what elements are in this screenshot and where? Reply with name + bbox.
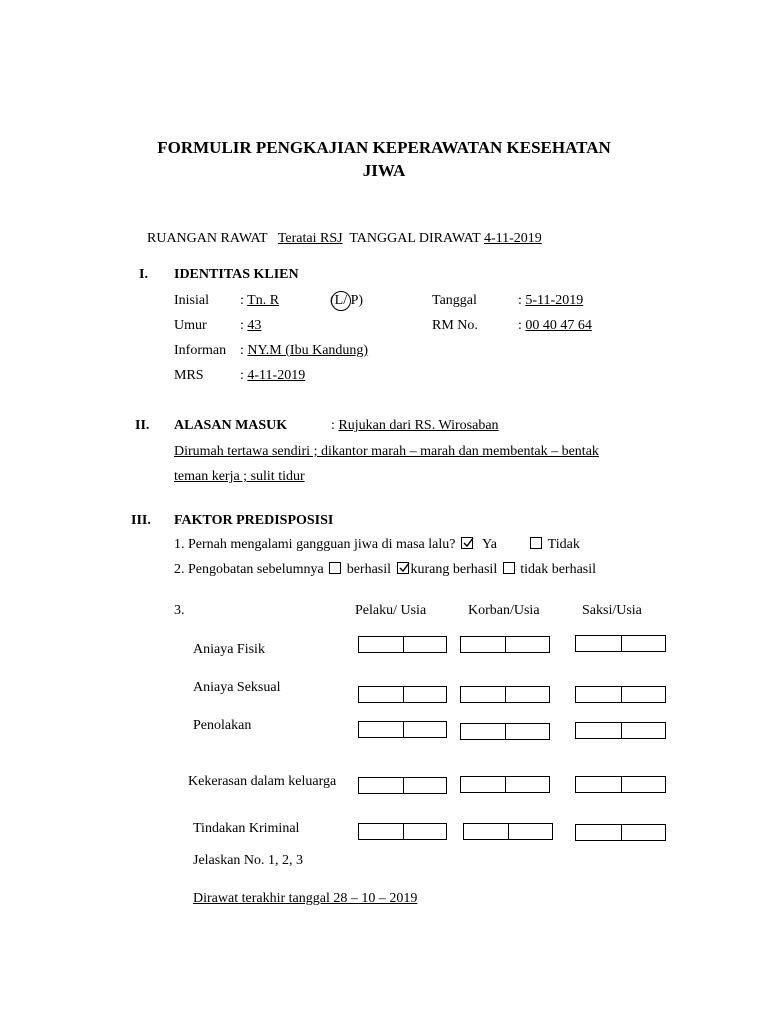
mrs-label: MRS <box>174 368 204 383</box>
ruangan-line <box>147 230 542 248</box>
section1-number: I. <box>139 267 148 282</box>
row-label-tindakan-kriminal: Tindakan Kriminal <box>193 821 300 836</box>
umur-value-wrap <box>240 317 261 335</box>
mrs-value: 4-11-2019 <box>247 368 306 383</box>
informan-label: Informan <box>174 343 227 358</box>
colon: : <box>240 318 244 333</box>
q1-ya-label: Ya <box>481 537 497 552</box>
korban-usia-field[interactable] <box>460 723 550 740</box>
gender-open: ( <box>330 293 335 308</box>
inisial-label: Inisial <box>174 293 209 308</box>
tanggal-value: 5-11-2019 <box>525 293 584 308</box>
row-label-aniaya-seksual: Aniaya Seksual <box>193 680 281 695</box>
korban-usia-field[interactable] <box>463 823 553 840</box>
section2-heading: ALASAN MASUK <box>174 418 288 433</box>
umur-label: Umur <box>174 318 207 333</box>
colon: : <box>331 418 335 433</box>
row-label-aniaya-fisik: Aniaya Fisik <box>193 642 265 657</box>
saksi-usia-field[interactable] <box>575 686 666 703</box>
korban-usia-field[interactable] <box>460 636 550 653</box>
q1-ya-checkbox[interactable] <box>461 537 473 549</box>
mrs-value-wrap <box>240 367 305 385</box>
colon: : <box>240 343 244 358</box>
pelaku-usia-field[interactable] <box>358 777 447 794</box>
q2-berhasil-label: berhasil <box>346 562 392 577</box>
colon: : <box>518 318 522 333</box>
korban-usia-field[interactable] <box>460 776 550 793</box>
section3-number: III. <box>131 513 151 528</box>
gender-selected-circle <box>331 291 351 311</box>
ruangan-value: Teratai RSJ <box>277 231 343 246</box>
q1-line <box>174 536 580 554</box>
informan-value-wrap <box>240 342 368 360</box>
q2-berhasil-checkbox[interactable] <box>329 562 341 574</box>
q2-tidak-label: tidak berhasil <box>520 562 597 577</box>
pelaku-usia-field[interactable] <box>358 823 447 840</box>
q2-text: 2. Pengobatan sebelumnya <box>174 562 324 577</box>
row-label-kekerasan-keluarga: Kekerasan dalam keluarga <box>188 774 337 789</box>
alasan-value: Rujukan dari RS. Wirosaban <box>338 418 499 433</box>
tanggal-value-wrap <box>518 292 583 310</box>
umur-value: 43 <box>247 318 262 333</box>
colon: : <box>240 368 244 383</box>
q1-text: 1. Pernah mengalami gangguan jiwa di masa lalu? <box>174 537 456 552</box>
pelaku-usia-field[interactable] <box>358 721 447 738</box>
dirawat-terakhir: Dirawat terakhir tanggal 28 – 10 – 2019 <box>193 891 418 906</box>
tanggal-dirawat-value: 4-11-2019 <box>483 231 542 246</box>
q3-number: 3. <box>174 603 185 618</box>
rm-value: 00 40 47 64 <box>525 318 592 333</box>
q1-tidak-label: Tidak <box>547 537 580 552</box>
form-title-line1: FORMULIR PENGKAJIAN KEPERAWATAN KESEHATAN <box>157 138 611 157</box>
alasan-value-wrap <box>331 417 499 435</box>
pelaku-usia-field[interactable] <box>358 636 447 653</box>
col-saksi: Saksi/Usia <box>582 603 642 618</box>
saksi-usia-field[interactable] <box>575 635 666 652</box>
section3-heading: FAKTOR PREDISPOSISI <box>174 513 334 528</box>
col-korban: Korban/Usia <box>468 603 540 618</box>
inisial-value: Tn. R <box>247 293 280 308</box>
ruangan-label: RUANGAN RAWAT <box>147 231 268 246</box>
saksi-usia-field[interactable] <box>575 824 666 841</box>
q2-tidak-checkbox[interactable] <box>503 562 515 574</box>
korban-usia-field[interactable] <box>460 686 550 703</box>
section1-heading: IDENTITAS KLIEN <box>174 267 299 282</box>
alasan-line1: Dirumah tertawa sendiri ; dikantor marah – marah dan membentak – bentak <box>174 444 599 459</box>
saksi-usia-field[interactable] <box>575 722 666 739</box>
colon: : <box>518 293 522 308</box>
gender-l: L <box>334 293 344 308</box>
section2-number: II. <box>135 418 150 433</box>
rm-value-wrap <box>518 317 592 335</box>
q2-kurang-label: kurang berhasil <box>410 562 498 577</box>
alasan-line2: teman kerja ; sulit tidur <box>174 469 305 484</box>
jelaskan-label: Jelaskan No. 1, 2, 3 <box>193 853 304 868</box>
gender-rest: / P) <box>343 293 364 308</box>
col-pelaku: Pelaku/ Usia <box>355 603 427 618</box>
row-label-penolakan: Penolakan <box>193 718 252 733</box>
q2-line <box>174 561 596 579</box>
tanggal-label: Tanggal <box>432 293 477 308</box>
q2-kurang-checkbox[interactable] <box>397 562 409 574</box>
form-title-line2: JIWA <box>362 161 406 180</box>
q1-tidak-checkbox[interactable] <box>530 537 542 549</box>
tanggal-dirawat-label: TANGGAL DIRAWAT <box>349 231 481 246</box>
pelaku-usia-field[interactable] <box>358 686 447 703</box>
colon: : <box>240 293 244 308</box>
rm-label: RM No. <box>432 318 478 333</box>
saksi-usia-field[interactable] <box>575 776 666 793</box>
inisial-value-wrap <box>240 292 279 310</box>
informan-value: NY.M (Ibu Kandung) <box>247 343 369 358</box>
